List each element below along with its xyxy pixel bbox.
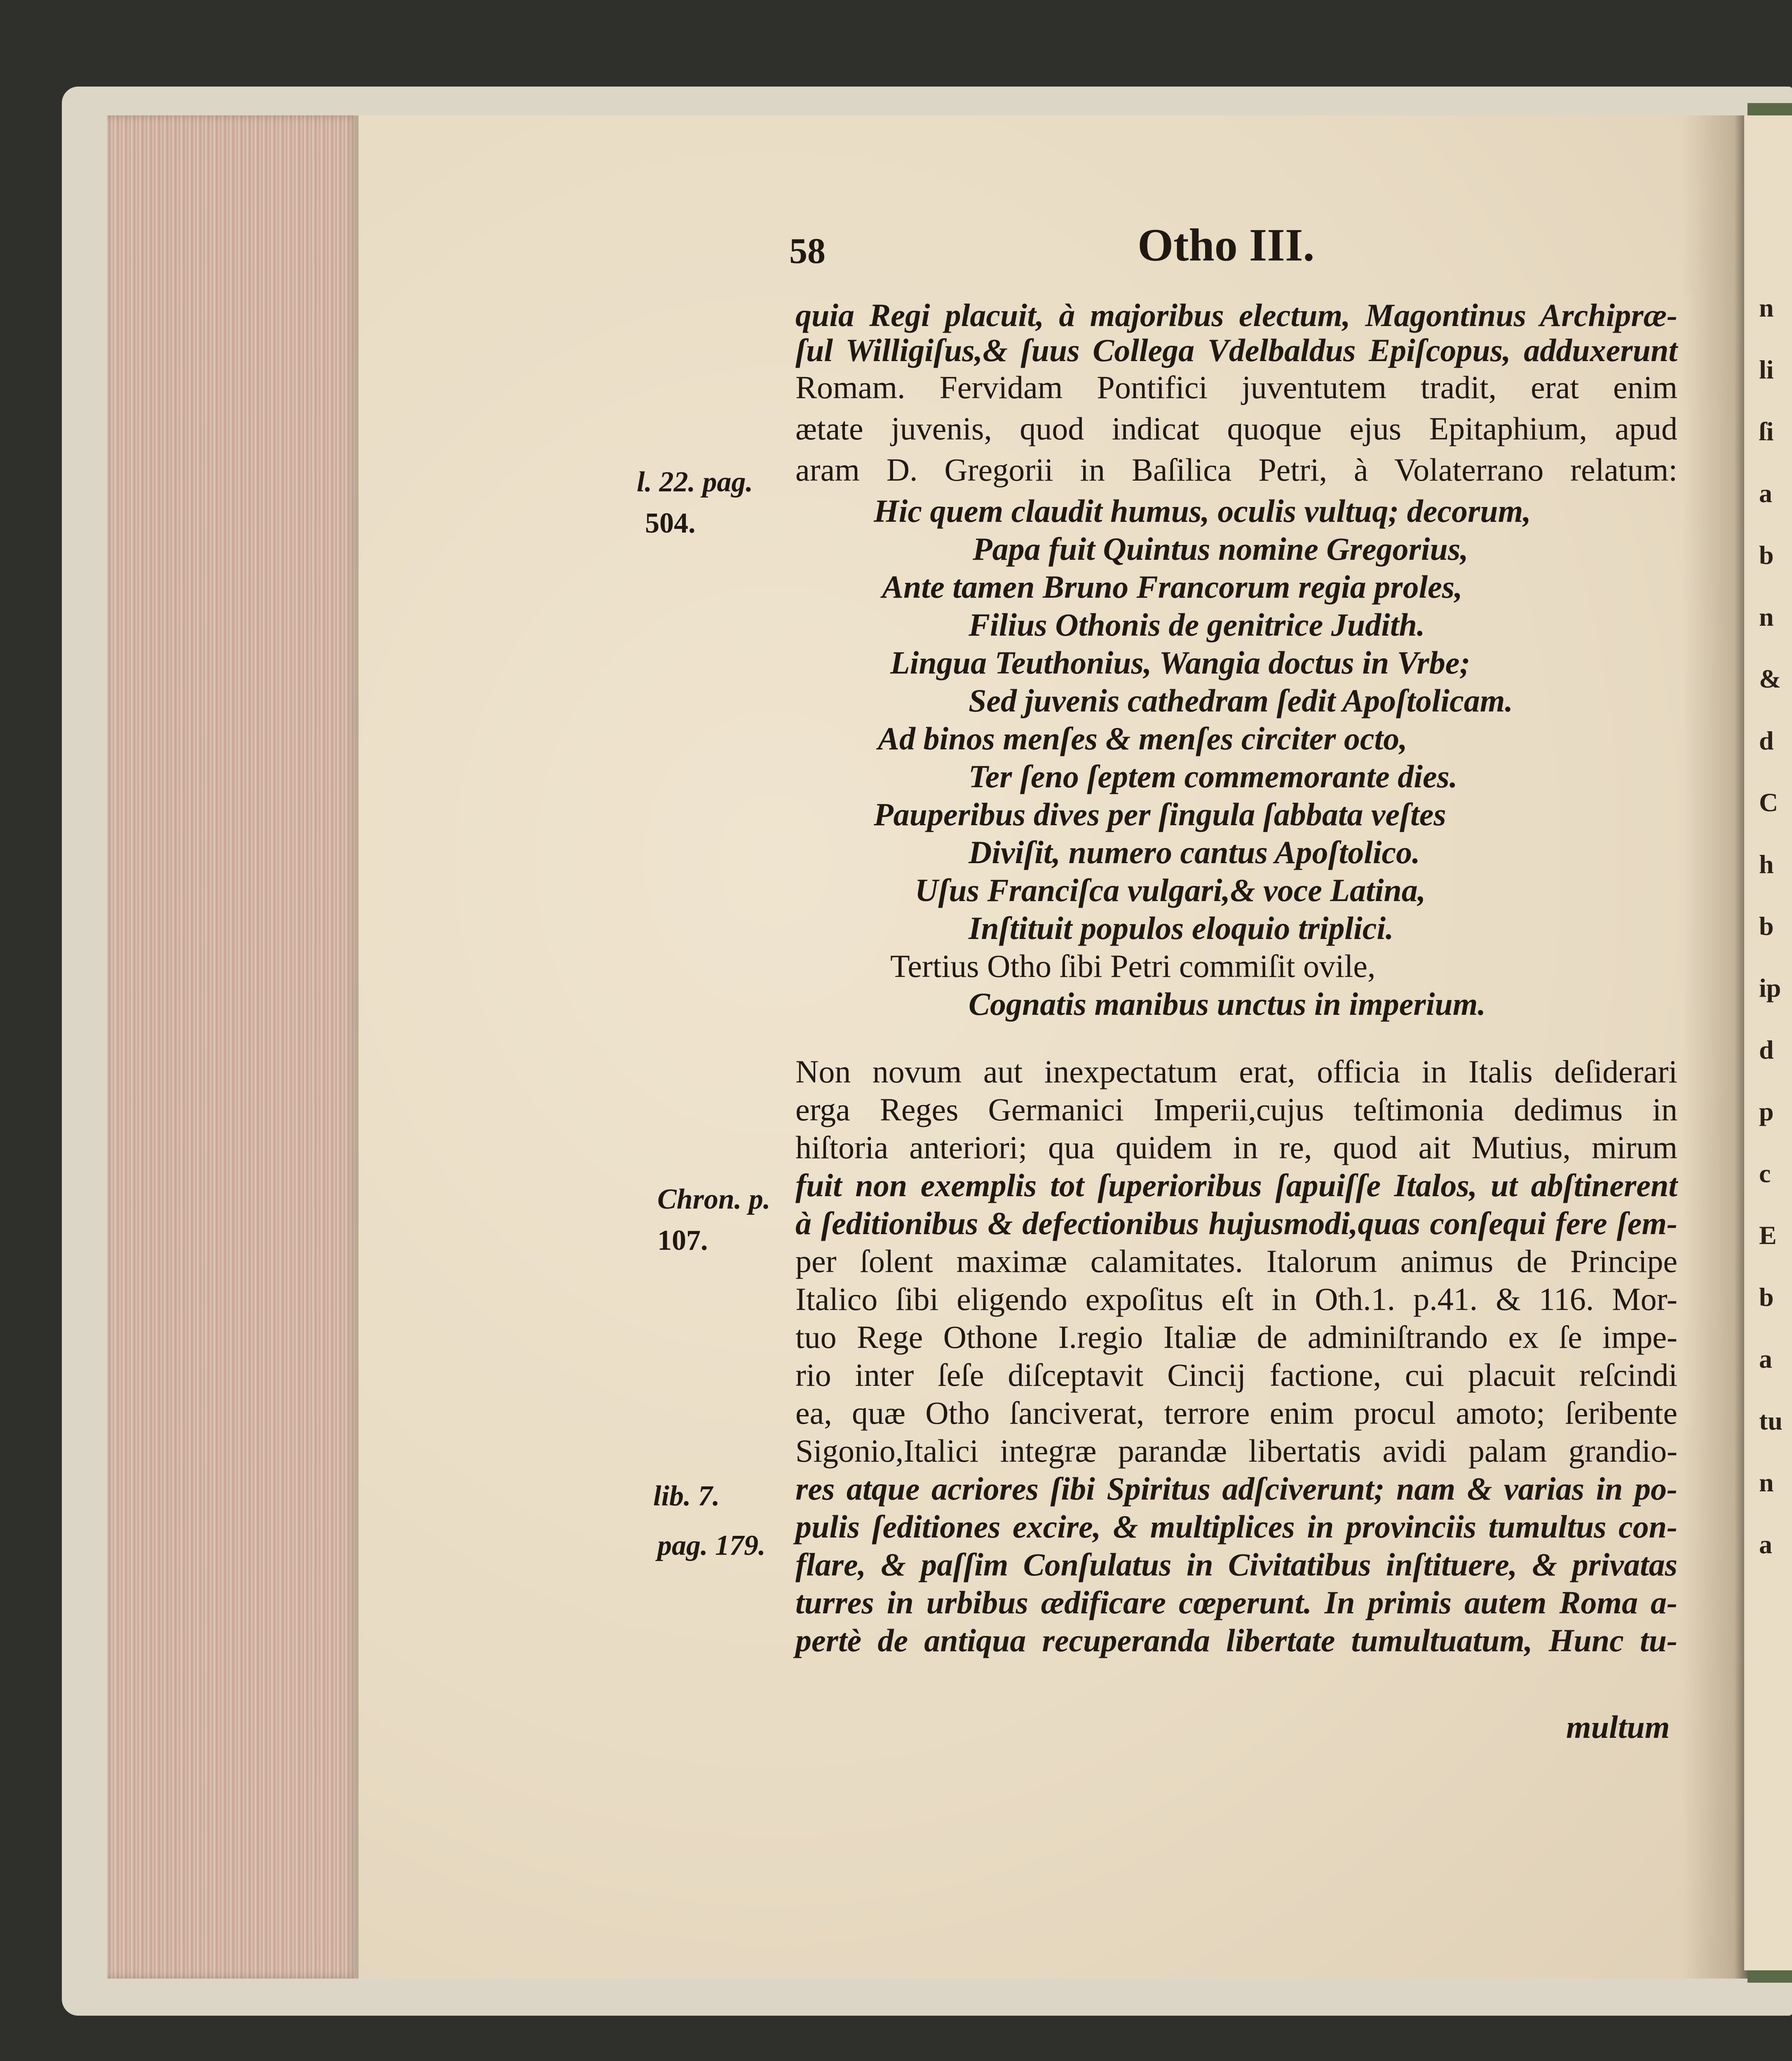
facing-page-letter: E [1759,1221,1777,1250]
para-line: rio inter ſeſe diſceptavit Cincij factione, cui placuit reſcindi [795,1357,1677,1393]
margin-note-1-line-1: l. 22. pag. [637,466,753,498]
body-line: Romam. Fervidam Pontifici juventutem tradit, erat enim [795,369,1677,405]
margin-note-1-line-2: 504. [645,507,696,539]
epitaph-line: Lingua Teuthonius, Wangia doctus in Vrbe; [890,645,1471,681]
facing-page-letter: b [1759,540,1774,570]
para-line: turres in urbibus ædificare cœperunt. In primis autem Roma a- [795,1584,1677,1620]
facing-page-letter: h [1759,850,1774,879]
catchword: multum [1566,1709,1670,1745]
body-line: ſul Willigiſus,& ſuus Collega Vdelbaldus Epiſcopus, adduxerunt [795,332,1677,368]
para-line: res atque acriores ſibi Spiritus adſciverunt; nam & varias in po- [795,1471,1677,1507]
epitaph-line: Tertius Otho ſibi Petri commiſit ovile, [890,948,1376,984]
para-line: hiſtoria anteriori; qua quidem in re, quod ait Mutius, mirum [795,1129,1677,1165]
epitaph-line: Papa fuit Quintus nomine Gregorius, [973,531,1468,567]
facing-page-letter: & [1759,664,1781,693]
facing-page-letter: a [1759,1344,1772,1373]
body-line: aram D. Gregorii in Baſilica Petri, à Volaterrano relatum: [795,452,1677,488]
epitaph-line: Sed juvenis cathedram ſedit Apoſtolicam. [969,683,1513,718]
para-line: fuit non exemplis tot ſuperioribus ſapuiſſe Italos, ut abſtinerent [795,1167,1677,1203]
facing-page-letter: tu [1759,1406,1783,1435]
margin-note-2-line-2: 107. [657,1225,708,1256]
body-line: quia Regi placuit, à majoribus electum, Magontinus Archipræ- [795,297,1677,333]
epitaph-line: Ante tamen Bruno Francorum regia proles, [882,569,1463,605]
running-title: Otho III. [1138,220,1315,271]
epitaph-line: Ter ſeno ſeptem commemorante dies. [969,758,1458,794]
facing-page-letter: b [1759,1282,1774,1312]
facing-page-letter: a [1759,479,1772,508]
para-line: Sigonio,Italici integræ parandæ libertatis avidi palam grandio- [795,1433,1677,1469]
para-line: pertè de antiqua recuperanda libertate tumultuatum, Hunc tu- [795,1622,1677,1658]
facing-page-letter: d [1759,726,1774,755]
facing-page-letter: ſi [1759,417,1774,446]
gutter-shadow [1682,115,1747,1979]
facing-page-fragment [1744,115,1792,1970]
para-line: ea, quæ Otho ſanciverat, terrore enim procul amoto; ſeribente [795,1395,1677,1431]
facing-page-letter: C [1759,788,1778,817]
epitaph-line: Diviſit, numero cantus Apoſtolico. [969,834,1420,870]
para-line: Non novum aut inexpectatum erat, officia in Italis deſiderari [795,1054,1677,1089]
facing-page-letter: n [1759,293,1774,322]
para-line: à ſeditionibus & defectionibus hujusmodi,quas conſequi fere ſem- [795,1205,1677,1241]
para-line: per ſolent maximæ calamitates. Italorum animus de Principe [795,1243,1677,1279]
body-line: ætate juvenis, quod indicat quoque ejus Epitaphium, apud [795,411,1677,446]
para-line: Italico ſibi eligendo expoſitus eſt in Oth.1. p.41. & 116. Mor- [795,1281,1677,1317]
epitaph-line: Filius Othonis de genitrice Judith. [969,607,1425,643]
facing-page-letter: p [1759,1097,1774,1126]
margin-note-2-line-1: Chron. p. [657,1183,771,1215]
margin-note-3-line-2: pag. 179. [657,1530,766,1561]
para-line: flare, & paſſim Conſulatus in Civitatibus inſtituere, & privatas [795,1547,1677,1582]
epitaph-line: Inſtituit populos eloquio triplici. [969,910,1394,946]
epitaph-line: Uſus Franciſca vulgari,& voce Latina, [915,872,1426,908]
para-line: tuo Rege Othone I.regio Italiæ de adminiſtrando ex ſe impe- [795,1319,1677,1355]
facing-page-letter: n [1759,1468,1774,1497]
facing-page-letter: d [1759,1035,1774,1064]
page-edges [107,115,359,1979]
facing-page-letter: n [1759,602,1774,631]
epitaph-line: Ad binos menſes & menſes circiter octo, [878,721,1407,756]
facing-page-letter: ip [1759,973,1781,1002]
facing-page-letter: li [1759,355,1774,384]
para-line: erga Reges Germanici Imperii,cujus teſtimonia dedimus in [795,1092,1677,1127]
para-line: pulis ſeditiones excire, & multiplices in provinciis tumultus con- [795,1509,1677,1545]
margin-note-3-line-1: lib. 7. [653,1480,720,1512]
facing-page-letter: a [1759,1530,1772,1559]
facing-page-letter: c [1759,1159,1771,1188]
page-number: 58 [789,231,826,271]
epitaph-line: Hic quem claudit humus, oculis vultuq; decorum, [874,493,1531,529]
facing-page-letter: b [1759,911,1774,941]
epitaph-line: Pauperibus dives per ſingula ſabbata veſtes [874,796,1446,832]
epitaph-line: Cognatis manibus unctus in imperium. [969,986,1486,1022]
